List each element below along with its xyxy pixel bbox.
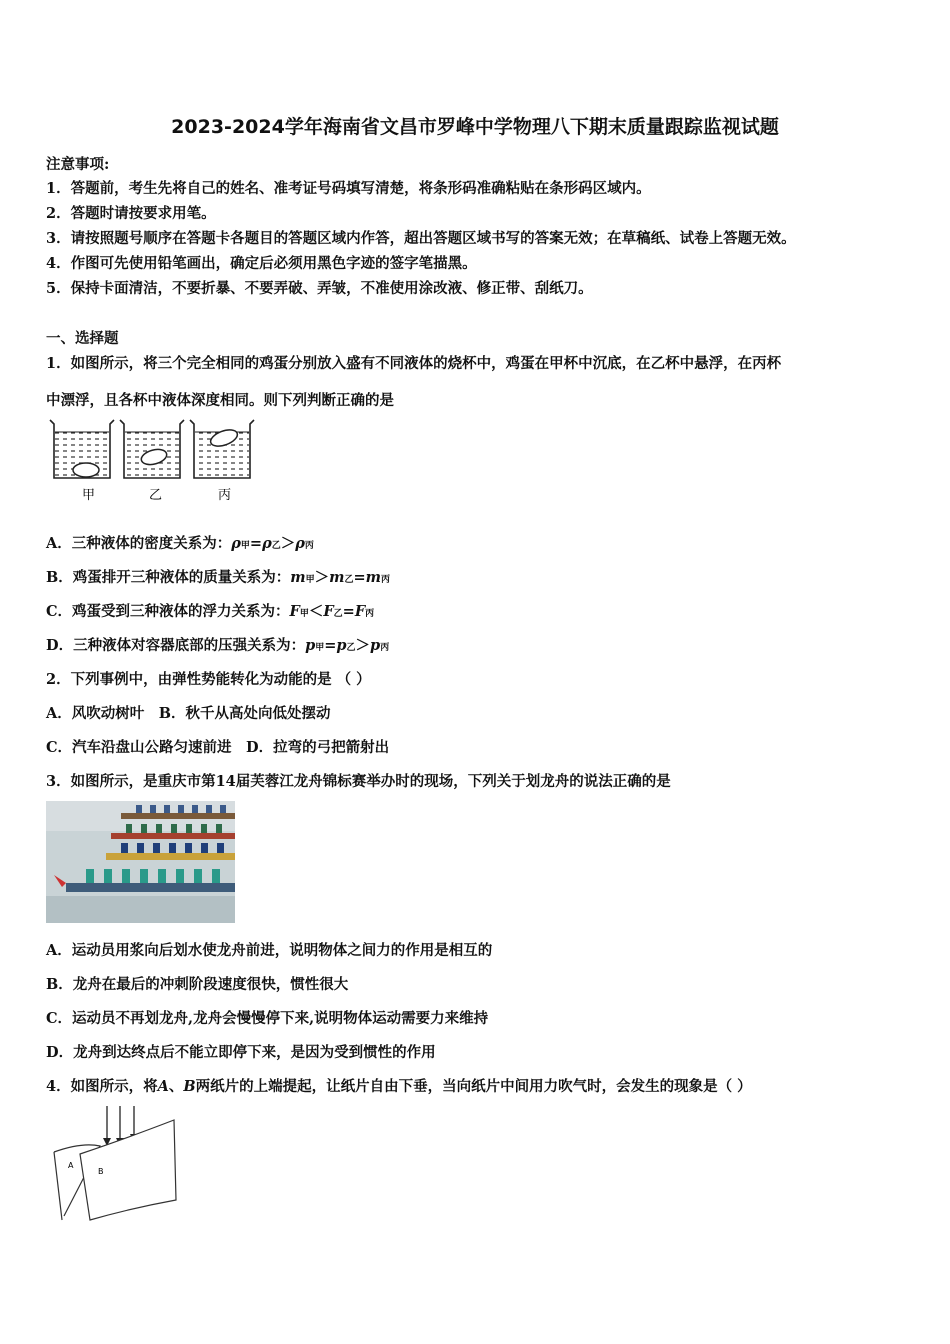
notice-item: 1．答题前，考生先将自己的姓名、准考证号码填写清楚，将条形码准确粘贴在条形码区域内。 — [46, 180, 651, 197]
beaker-label: 甲 — [82, 488, 96, 503]
beaker-yi — [120, 420, 184, 478]
beaker-bing — [190, 420, 254, 478]
notice-item: 3．请按照题号顺序在答题卡各题目的答题区域内作答，超出答题区域书写的答案无效；在草稿纸、试卷上答题无效。 — [46, 230, 796, 247]
option-d: D．龙舟到达终点后不能立即停下来，是因为受到惯性的作用 — [46, 1044, 436, 1061]
option-a: A．运动员用浆向后划水使龙舟前进，说明物体之间力的作用是相互的 — [46, 942, 493, 959]
paper-strips-figure — [52, 1104, 182, 1222]
notice-item: 4．作图可先使用铅笔画出，确定后必须用黑色字迹的签字笔描黑。 — [46, 255, 477, 272]
paper-label-b: B — [98, 1167, 104, 1176]
question-3-stem: 3．如图所示，是重庆市第14届芙蓉江龙舟锦标赛举办时的现场，下列关于划龙舟的说法正确的是 — [46, 773, 671, 790]
paper-label-a: A — [68, 1161, 74, 1170]
boat-row — [111, 824, 235, 839]
notice-heading: 注意事项: — [46, 156, 110, 173]
beaker-jia — [50, 420, 114, 478]
question-2-stem: 2．下列事例中，由弹性势能转化为动能的是 （ ） — [46, 671, 371, 688]
question-4-stem: 4．如图所示，将A、B两纸片的上端提起，让纸片自由下垂，当向纸片中间用力吹气时，会发生的现象是（ ） — [46, 1078, 752, 1095]
notice-item: 5．保持卡面清洁，不要折暴、不要弄破、弄皱，不准使用涂改液、修正带、刮纸刀。 — [46, 280, 593, 297]
beakers-figure — [46, 418, 258, 504]
option-c: C．鸡蛋受到三种液体的浮力关系为：F甲＜F乙=F丙 — [46, 603, 375, 620]
option-d: D．三种液体对容器底部的压强关系为：p甲=p乙＞p丙 — [46, 637, 390, 654]
question-1-stem: 中漂浮，且各杯中液体深度相同。则下列判断正确的是 — [46, 392, 394, 409]
notice-item: 2．答题时请按要求用笔。 — [46, 205, 216, 222]
dragon-boat-photo — [46, 801, 235, 923]
question-2-options: C．汽车沿盘山公路匀速前进 D．拉弯的弓把箭射出 — [46, 739, 390, 756]
option-a: A．三种液体的密度关系为：ρ甲=ρ乙＞ρ丙 — [46, 535, 314, 552]
beaker-label: 乙 — [149, 488, 163, 503]
question-2-options: A．风吹动树叶 B．秋千从高处向低处摆动 — [46, 705, 331, 722]
section-heading: 一、选择题 — [46, 330, 119, 347]
question-1-stem: 1．如图所示，将三个完全相同的鸡蛋分别放入盛有不同液体的烧杯中，鸡蛋在甲杯中沉底，在乙杯中悬浮，在丙杯 — [46, 355, 782, 372]
option-b: B．鸡蛋排开三种液体的质量关系为：m甲＞m乙=m丙 — [46, 569, 390, 586]
option-c: C．运动员不再划龙舟,龙舟会慢慢停下来,说明物体运动需要力来维持 — [46, 1010, 489, 1027]
beaker-label: 丙 — [218, 488, 232, 503]
option-b: B．龙舟在最后的冲刺阶段速度很快，惯性很大 — [46, 976, 349, 993]
page-title: 2023-2024学年海南省文昌市罗峰中学物理八下期末质量跟踪监视试题 — [171, 116, 779, 138]
